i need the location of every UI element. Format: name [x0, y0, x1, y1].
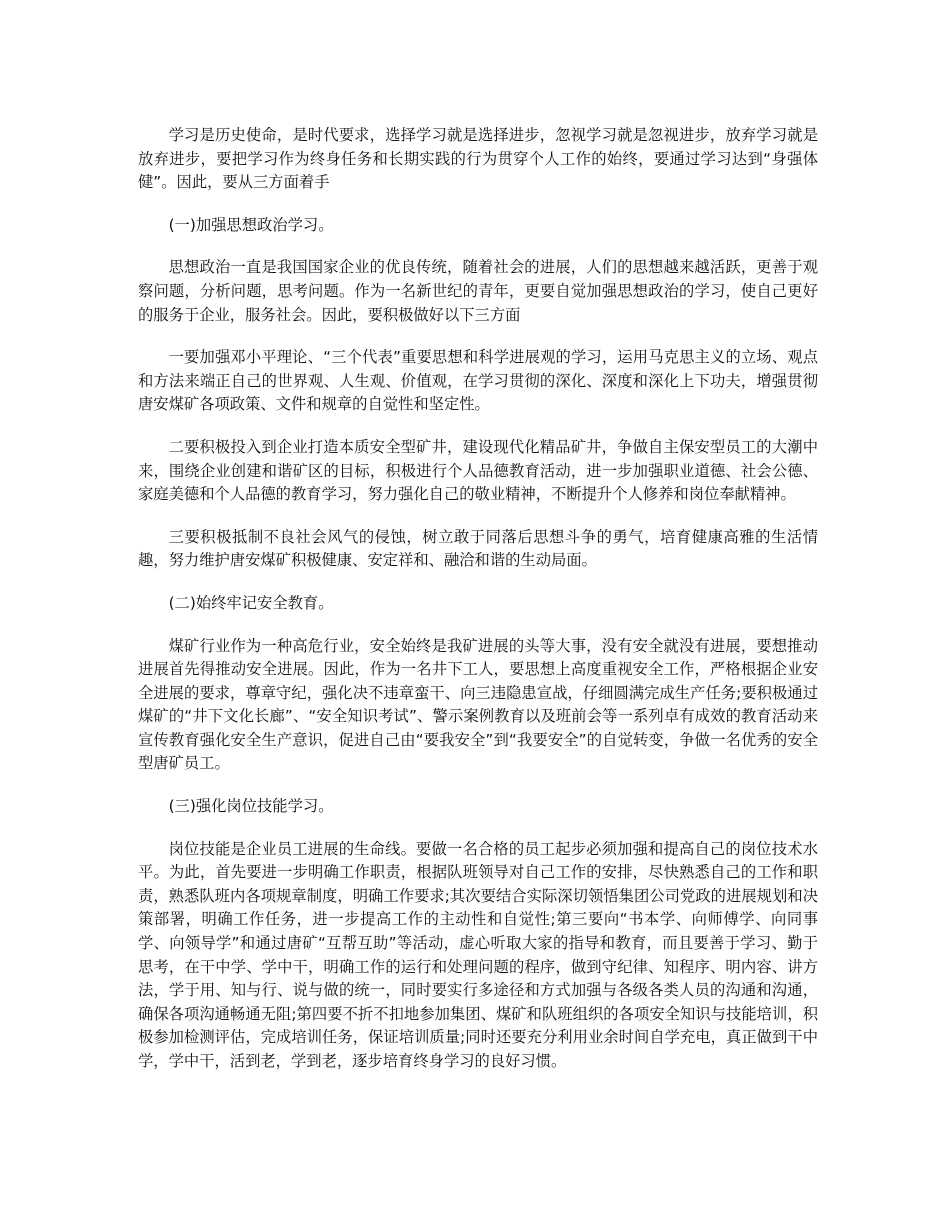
section-heading-2: (二)始终牢记安全教育。	[168, 593, 334, 612]
document-body	[138, 124, 818, 1093]
paragraph-skills: 岗位技能是企业员工进展的生命线。要做一名合格的员工起步必须加强和提高自己的岗位技术水平。为此，首先要进一步明确工作职责，根据队班领导对自己工作的安排，尽快熟悉自己的工作和职责，熟悉队班内各项规章制度，明确工作要求;其次要结合实际深切领悟集团公司党政的进展规划和决策部署，明确工作任务，进一步提高工作的主动性和自觉性;第三要向“书本学、向师傅学、向同事学、向领导学”和通过唐矿“互帮互助”等活动，虚心听取大家的指导和教育，而且要善于学习、勤于思考，在干中学、学中干，明确工作的运行和处理问题的程序，做到守纪律、知程序、明内容、讲方法，学于用、知与行、说与做的统一，同时要实行多途径和方式加强与各级各类人员的沟通和沟通，确保各项沟通畅通无阻;第四要不折不扣地参加集团、煤矿和队班组织的各项安全知识与技能培训，积极参加检测评估，完成培训任务，保证培训质量;同时还要充分利用业余时间自学充电，真正做到干中学，学中干，活到老，学到老，逐步培育终身学习的良好习惯。	[138, 839, 818, 1070]
section-heading-1: (一)加强思想政治学习。	[168, 215, 334, 234]
paragraph-political-intro: 思想政治一直是我国国家企业的优良传统，随着社会的进展，人们的思想越来越活跃，更善于观察问题，分析问题，思考问题。作为一名新世纪的青年，更要自觉加强思想政治的学习，使自己更好的服务于企业，服务社会。因此，要积极做好以下三方面	[138, 258, 818, 324]
paragraph-political-third: 三要积极抵制不良社会风气的侵蚀，树立敢于同落后思想斗争的勇气，培育健康高雅的生活情趣，努力维护唐安煤矿积极健康、安定祥和、融洽和谐的生动局面。	[138, 527, 818, 570]
paragraph-intro: 学习是历史使命，是时代要求，选择学习就是选择进步，忽视学习就是忽视进步，放弃学习就是放弃进步，要把学习作为终身任务和长期实践的行为贯穿个人工作的始终，要通过学习达到“身强体健”。因此，要从三方面着手	[138, 126, 818, 192]
paragraph-political-second: 二要积极投入到企业打造本质安全型矿井，建设现代化精品矿井，争做自主保安型员工的大潮中来，围绕企业创建和谐矿区的目标，积极进行个人品德教育活动，进一步加强职业道德、社会公德、家庭美德和个人品德的教育学习，努力强化自己的敬业精神，不断提升个人修养和岗位奉献精神。	[138, 437, 818, 504]
section-heading-3: (三)强化岗位技能学习。	[168, 797, 334, 816]
paragraph-political-first: 一要加强邓小平理论、“三个代表”重要思想和科学进展观的学习，运用马克思主义的立场、观点和方法来端正自己的世界观、人生观、价值观，在学习贯彻的深化、深度和深化上下功夫，增强贯彻唐安煤矿各项政策、文件和规章的自觉性和坚定性。	[138, 348, 818, 414]
paragraph-safety: 煤矿行业作为一种高危行业，安全始终是我矿进展的头等大事，没有安全就没有进展，要想推动进展首先得推动安全进展。因此，作为一名井下工人，要思想上高度重视安全工作，严格根据企业安全进展的要求，尊章守纪，强化决不违章蛮干、向三违隐患宣战，仔细圆满完成生产任务;要积极通过煤矿的“井下文化长廊”、“安全知识考试”、警示案例教育以及班前会等一系列卓有成效的教育活动来宣传教育强化安全生产意识，促进自己由“要我安全”到“我要安全”的自觉转变，争做一名优秀的安全型唐矿员工。	[138, 636, 818, 773]
